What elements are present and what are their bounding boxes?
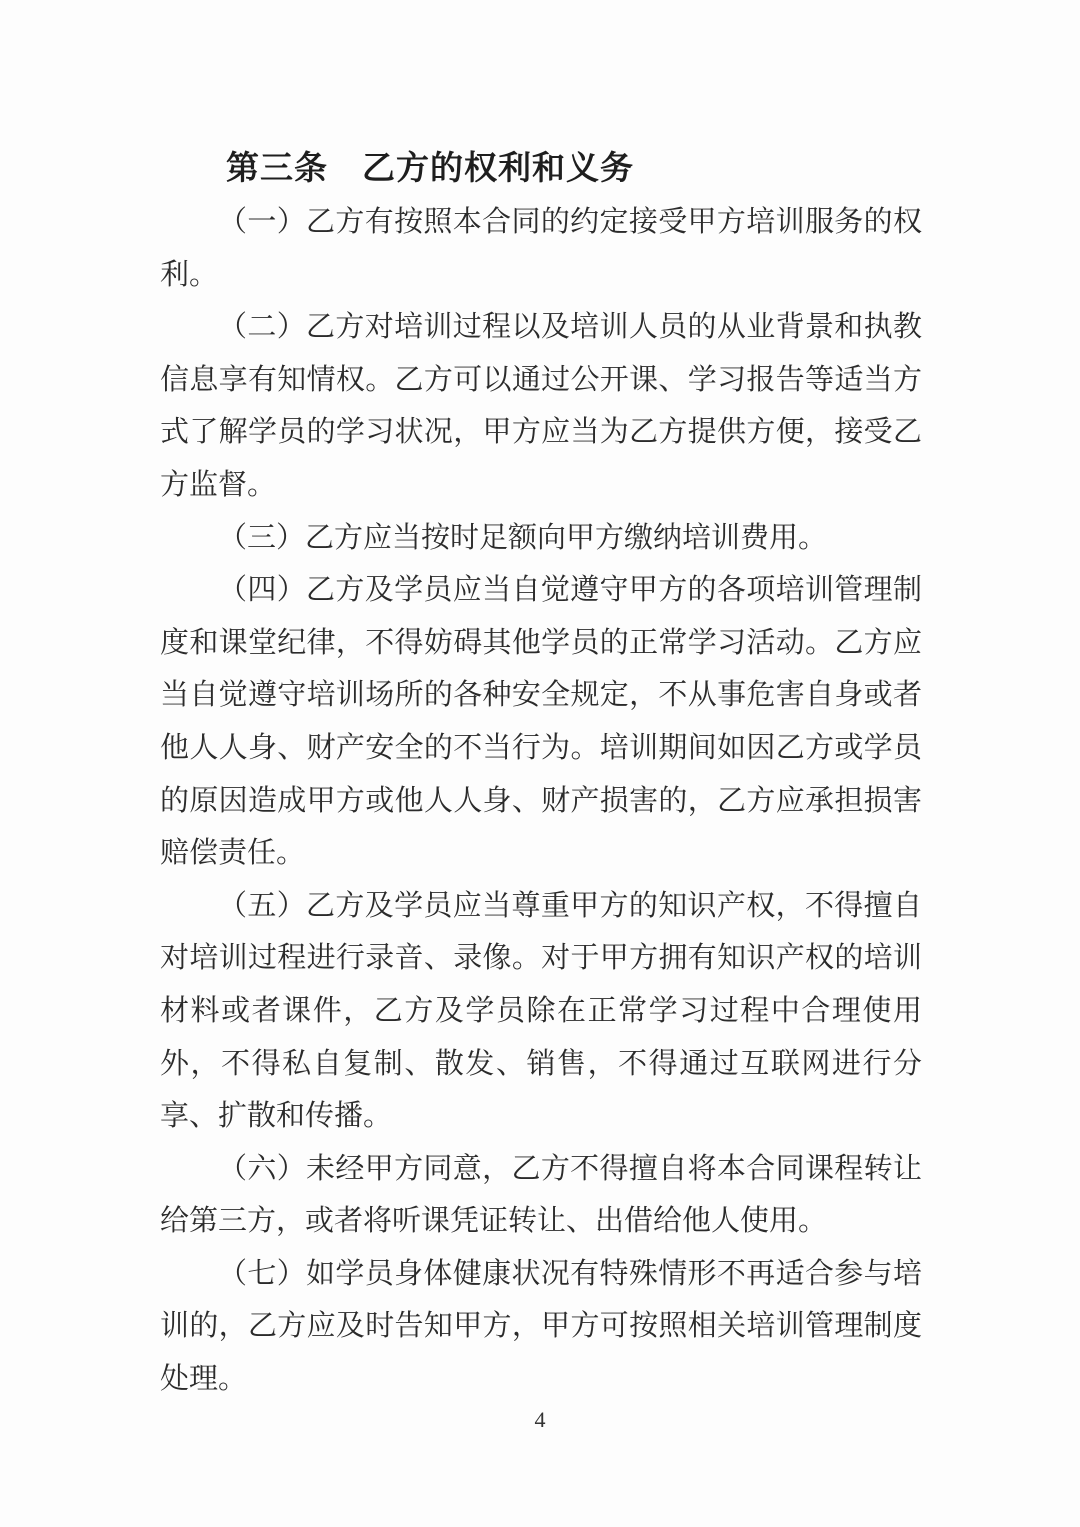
clause-paragraph-5: （五）乙方及学员应当尊重甲方的知识产权，不得擅自对培训过程进行录音、录像。对于甲方拥有知识产权的培训材料或者课件，乙方及学员除在正常学习过程中合理使用外，不得私自复制、散发、销售，不得通过互联网进行分享、扩散和传播。 <box>160 889 922 1133</box>
document-body <box>160 140 922 1406</box>
clause-paragraph-2: （二）乙方对培训过程以及培训人员的从业背景和执教信息享有知情权。乙方可以通过公开课、学习报告等适当方式了解学员的学习状况，甲方应当为乙方提供方便，接受乙方监督。 <box>160 311 922 501</box>
clause-paragraph-7: （七）如学员身体健康状况有特殊情形不再适合参与培训的，乙方应及时告知甲方，甲方可按照相关培训管理制度处理。 <box>160 1257 922 1396</box>
clause-paragraph-3: （三）乙方应当按时足额向甲方缴纳培训费用。 <box>218 521 828 554</box>
clause-paragraph-6: （六）未经甲方同意，乙方不得擅自将本合同课程转让给第三方，或者将听课凭证转让、出借给他人使用。 <box>160 1152 922 1238</box>
section-heading: 第三条 乙方的权利和义务 <box>226 149 634 186</box>
clause-paragraph-1: （一）乙方有按照本合同的约定接受甲方培训服务的权利。 <box>160 206 922 291</box>
page-number: 4 <box>534 1407 546 1432</box>
clause-paragraph-4: （四）乙方及学员应当自觉遵守甲方的各项培训管理制度和课堂纪律，不得妨碍其他学员的正常学习活动。乙方应当自觉遵守培训场所的各种安全规定，不从事危害自身或者他人人身、财产安全的不当行为。培训期间如因乙方或学员的原因造成甲方或他人人身、财产损害的，乙方应承担损害赔偿责任。 <box>160 574 922 870</box>
